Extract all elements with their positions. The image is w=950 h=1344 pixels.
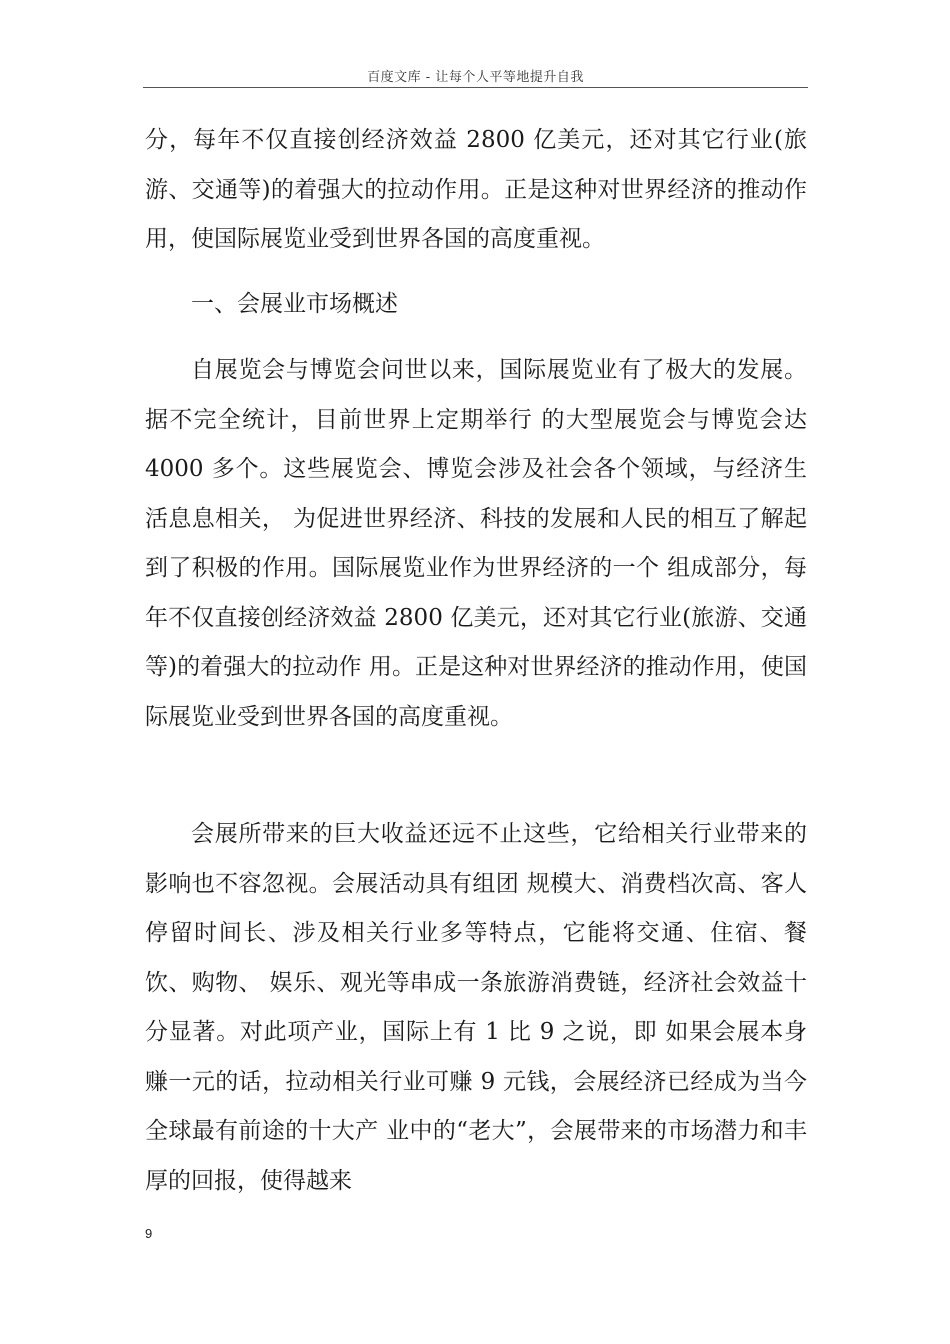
body-paragraph-1: 分，每年不仅直接创经济效益 2800 亿美元，还对其它行业(旅游、交通等)的着强大的拉动作用。正是这种对世界经济的推动作 用，使国际展览业受到世界各国的高度重视。 [145,127,807,252]
page-header: 百度文库 - 让每个人平等地提升自我 [367,70,584,85]
body-paragraph-2: 自展览会与博览会问世以来，国际展览业有了极大的发展。据不完全统计，目前世界上定期举行 的大型展览会与博览会达 4000 多个。这些展览会、博览会涉及社会各个领域，与经济生活息息相关， 为促进世界经济、科技的发展和人民的相互了解起到了积极的作用。国际展览业作为世界经济的一个 组成部分，每年不仅直接创经济效益 2800 亿美元，还对其它行业(旅游、交通等)的着强大的拉动作 用。正是这种对世界经济的推动作用，使国际展览业受到世界各国的高度重视。 [145,357,807,730]
header-divider [143,87,808,88]
section-heading: 一、会展业市场概述 [191,291,398,317]
body-paragraph-3: 会展所带来的巨大收益还远不止这些，它给相关行业带来的影响也不容忽视。会展活动具有组团 规模大、消费档次高、客人停留时间长、涉及相关行业多等特点，它能将交通、住宿、餐饮、购物、 娱乐、观光等串成一条旅游消费链，经济社会效益十分显著。对此项产业，国际上有 1 比 9 之说，即 如果会展本身赚一元的话，拉动相关行业可赚 9 元钱，会展经济已经成为当今全球最有前途的十大产 业中的“老大”，会展带来的市场潜力和丰厚的回报，使得越来 [145,821,807,1194]
page-number: 9 [145,1226,153,1241]
